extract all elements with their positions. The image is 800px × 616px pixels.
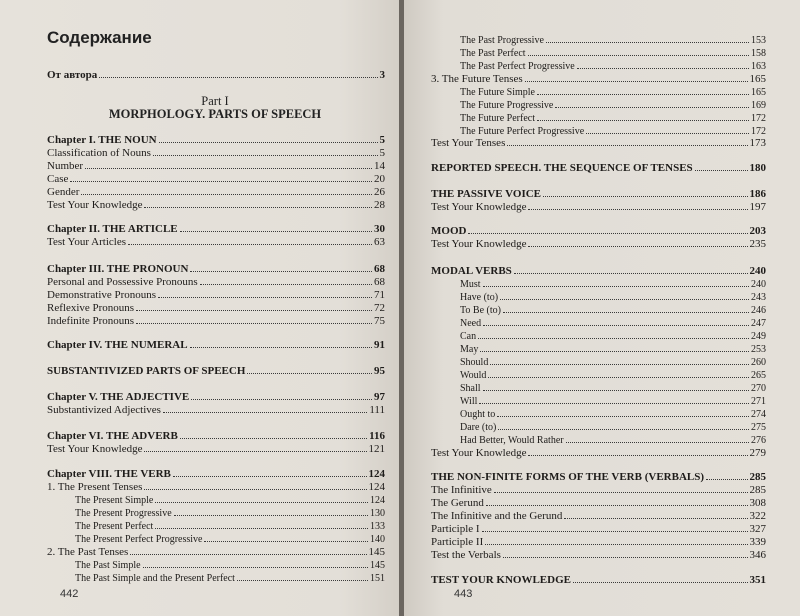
toc-entry-label: The Past Simple <box>75 560 141 571</box>
toc-entry-page-number: 153 <box>751 35 766 46</box>
toc-entry-the-past-perfect-progressive <box>460 59 766 72</box>
toc-entry-page-number: 186 <box>749 188 766 200</box>
leader-dots <box>478 329 749 339</box>
toc-entry-page-number: 121 <box>368 443 385 455</box>
toc-entry-page-number: 72 <box>374 302 385 314</box>
toc-entry-label: Gender <box>47 186 80 198</box>
toc-entry-page-number: 145 <box>370 560 385 571</box>
leader-dots <box>200 275 372 285</box>
toc-entry-label: The Future Progressive <box>460 100 554 111</box>
leader-dots <box>490 355 749 365</box>
toc-entry-page-number: 173 <box>749 137 766 149</box>
leader-dots <box>586 124 749 134</box>
toc-entry-chapter-iii-the-pronoun <box>47 262 385 275</box>
leader-dots <box>564 509 747 519</box>
toc-entry-label: The Future Simple <box>460 87 535 98</box>
toc-entry-page-number: 5 <box>379 147 385 159</box>
leader-dots <box>497 407 749 417</box>
leader-dots <box>485 535 747 545</box>
toc-entry-label: Substantivized Adjectives <box>47 404 161 416</box>
toc-entry-page-number: 260 <box>751 357 766 368</box>
leader-dots <box>136 314 372 324</box>
toc-entry-label: Test Your Articles <box>47 236 126 248</box>
toc-entry-label: Would <box>460 370 487 381</box>
toc-entry-page-number: 351 <box>749 574 766 586</box>
toc-entry-page-number: 165 <box>749 73 766 85</box>
toc-entry-page-number: 243 <box>751 292 766 303</box>
toc-entry-label: Number <box>47 160 84 172</box>
toc-entry-label: The Past Perfect Progressive <box>460 61 575 72</box>
toc-entry-demonstrative-pronouns <box>47 288 385 301</box>
toc-entry-test-your-knowledge <box>431 446 766 459</box>
toc-entry-need <box>460 316 766 329</box>
toc-entry-page-number: 165 <box>751 87 766 98</box>
toc-entry-page-number: 124 <box>370 495 385 506</box>
toc-entry-label: Reflexive Pronouns <box>47 302 135 314</box>
toc-entry-label: Test Your Knowledge <box>431 447 527 459</box>
toc-entry-label: Test Your Knowledge <box>47 199 143 211</box>
toc-entry-label: Can <box>460 331 477 342</box>
toc-entry-test-your-knowledge <box>431 237 766 250</box>
toc-entry-dare-to <box>460 420 766 433</box>
toc-entry-had-better-would-rather <box>460 433 766 446</box>
leader-dots <box>488 368 749 378</box>
toc-entry-the-gerund <box>431 496 766 509</box>
toc-entry-will <box>460 394 766 407</box>
toc-entry-page-number: 145 <box>368 546 385 558</box>
toc-entry-label: Indefinite Pronouns <box>47 315 135 327</box>
leader-dots <box>555 98 749 108</box>
toc-entry-page-number: 274 <box>751 409 766 420</box>
leader-dots <box>528 200 747 210</box>
leader-dots <box>173 467 367 477</box>
toc-entry-page-number: 71 <box>374 289 385 301</box>
toc-entry-label: Ought to <box>460 409 496 420</box>
toc-entry-label: От автора <box>47 69 98 81</box>
leader-dots <box>190 338 372 348</box>
toc-entry-case <box>47 172 385 185</box>
toc-entry-page-number: 240 <box>751 279 766 290</box>
toc-entry-page-number: 68 <box>374 276 385 288</box>
toc-entry-the-present-progressive <box>75 506 385 519</box>
toc-entry-test-your-knowledge <box>431 573 766 586</box>
leader-dots <box>163 403 367 413</box>
toc-entry-the-past-progressive <box>460 33 766 46</box>
leader-dots <box>144 198 372 208</box>
leader-dots <box>158 288 372 298</box>
leader-dots <box>480 342 749 352</box>
leader-dots <box>577 59 749 69</box>
toc-entry-page-number: 249 <box>751 331 766 342</box>
toc-entry-label: MODAL VERBS <box>431 265 512 277</box>
leader-dots <box>503 548 748 558</box>
leader-dots <box>128 235 372 245</box>
toc-entry-label: Chapter V. THE ADJECTIVE <box>47 391 190 403</box>
toc-entry-page-number: 97 <box>374 391 385 403</box>
toc-entry-gender <box>47 185 385 198</box>
toc-entry-label: Test the Verbals <box>431 549 501 561</box>
leader-dots <box>153 146 378 156</box>
toc-entry-label: Chapter VI. THE ADVERB <box>47 430 178 442</box>
leader-dots <box>566 433 749 443</box>
toc-entry-classification-of-nouns <box>47 146 385 159</box>
toc-entry-page-number: 322 <box>749 510 766 522</box>
toc-entry-page-number: 285 <box>749 484 766 496</box>
toc-entry-label: The Present Perfect <box>75 521 154 532</box>
toc-entry-the-infinitive <box>431 483 766 496</box>
toc-entry-label: SUBSTANTIVIZED PARTS OF SPEECH <box>47 365 246 377</box>
toc-entry-label: The Future Perfect Progressive <box>460 126 585 137</box>
toc-entry-the-past-simple <box>75 558 385 571</box>
toc-entry-can <box>460 329 766 342</box>
toc-entry-label: The Future Perfect <box>460 113 535 124</box>
toc-entry-label: Chapter I. THE NOUN <box>47 134 157 146</box>
leader-dots <box>130 545 366 555</box>
leader-dots <box>191 390 372 400</box>
leader-dots <box>180 222 372 232</box>
toc-entry-page-number: 5 <box>379 134 385 146</box>
toc-entry-label: Personal and Possessive Pronouns <box>47 276 198 288</box>
leader-dots <box>528 46 749 56</box>
toc-entry-label: Test Your Knowledge <box>431 201 527 213</box>
toc-entry-page-number: 275 <box>751 422 766 433</box>
toc-entry-page-number: 279 <box>749 447 766 459</box>
toc-entry-label: The Infinitive and the Gerund <box>431 510 563 522</box>
leader-dots <box>247 364 372 374</box>
toc-entry-label: Have (to) <box>460 292 499 303</box>
toc-entry-ought-to <box>460 407 766 420</box>
toc-entry-the-present-perfect <box>75 519 385 532</box>
part-title: MORPHOLOGY. PARTS OF SPEECH <box>108 107 322 121</box>
leader-dots <box>528 237 747 247</box>
toc-entry-label: Test Your Knowledge <box>431 238 527 250</box>
toc-entry-page-number: 14 <box>374 160 385 172</box>
toc-entry-page-number: 271 <box>751 396 766 407</box>
toc-entry-page-number: 28 <box>374 199 385 211</box>
toc-entry-label: Will <box>460 396 478 407</box>
leader-dots <box>695 161 748 171</box>
toc-entry-modal-verbs <box>431 264 766 277</box>
leader-dots <box>70 172 372 182</box>
page-number-left: 442 <box>60 588 79 600</box>
toc-entry-page-number: 169 <box>751 100 766 111</box>
toc-entry-label: Test Your Knowledge <box>47 443 143 455</box>
toc-entry-page-number: 163 <box>751 61 766 72</box>
leader-dots <box>99 68 377 78</box>
toc-entry-label: Demonstrative Pronouns <box>47 289 157 301</box>
toc-entry-substantivized-adjectives <box>47 403 385 416</box>
toc-entry-chapter-v-the-adjective <box>47 390 385 403</box>
toc-entry-test-the-verbals <box>431 548 766 561</box>
toc-entry-page-number: 124 <box>368 481 385 493</box>
toc-entry-label: The Past Progressive <box>460 35 544 46</box>
leader-dots <box>174 506 368 516</box>
toc-entry-label: Should <box>460 357 489 368</box>
toc-entry-page-number: 253 <box>751 344 766 355</box>
toc-entry-label: The Present Progressive <box>75 508 172 519</box>
leader-dots <box>482 522 748 532</box>
toc-entry-label: The Gerund <box>431 497 484 509</box>
toc-entry-label: Dare (to) <box>460 422 497 433</box>
toc-entry-indefinite-pronouns <box>47 314 385 327</box>
toc-entry-should <box>460 355 766 368</box>
toc-entry-must <box>460 277 766 290</box>
toc-entry-chapter-iv-the-numeral <box>47 338 385 351</box>
toc-entry-reported-speech-the-sequence-of-tenses <box>431 161 766 174</box>
toc-entry-label: Chapter IV. THE NUMERAL <box>47 339 188 351</box>
toc-entry-page-number: 346 <box>749 549 766 561</box>
toc-entry-to-be-to <box>460 303 766 316</box>
page-number-right: 443 <box>454 588 473 600</box>
toc-entry-1-the-present-tenses <box>47 480 385 493</box>
toc-entry-page-number: 158 <box>751 48 766 59</box>
toc-entry-page-number: 339 <box>749 536 766 548</box>
toc-entry-the-future-perfect <box>460 111 766 124</box>
leader-dots <box>190 262 372 272</box>
toc-entry-label: To Be (to) <box>460 305 501 316</box>
toc-entry-chapter-viii-the-verb <box>47 467 385 480</box>
toc-entry-label: Classification of Nouns <box>47 147 151 159</box>
toc-entry-label: The Present Simple <box>75 495 154 506</box>
leader-dots <box>468 224 747 234</box>
toc-entry-number <box>47 159 385 172</box>
toc-entry-participle-ii <box>431 535 766 548</box>
leader-dots <box>514 264 748 274</box>
left-page <box>0 0 399 616</box>
toc-entry-test-your-knowledge <box>47 442 385 455</box>
toc-entry-test-your-knowledge <box>431 200 766 213</box>
toc-entry-page-number: 116 <box>369 430 385 442</box>
toc-entry-page-number: 95 <box>374 365 385 377</box>
leader-dots <box>543 187 747 197</box>
toc-entry-label: Test Your Tenses <box>431 137 506 149</box>
leader-dots <box>525 72 748 82</box>
toc-entry-page-number: 285 <box>749 471 766 483</box>
toc-entry-page-number: 3 <box>379 69 385 81</box>
toc-entry-label: The Present Perfect Progressive <box>75 534 203 545</box>
toc-entry-page-number: 20 <box>374 173 385 185</box>
toc-entry-label: Chapter VIII. THE VERB <box>47 468 171 480</box>
toc-entry-may <box>460 342 766 355</box>
toc-entry-the-past-perfect <box>460 46 766 59</box>
leader-dots <box>81 185 372 195</box>
toc-entry-page-number: 172 <box>751 126 766 137</box>
toc-entry-have-to <box>460 290 766 303</box>
toc-entry-personal-and-possessive-pronouns <box>47 275 385 288</box>
toc-entry-the-future-progressive <box>460 98 766 111</box>
toc-entry-page-number: 327 <box>749 523 766 535</box>
toc-entry-page-number: 26 <box>374 186 385 198</box>
toc-entry-page-number: 235 <box>749 238 766 250</box>
toc-entry-page-number: 75 <box>374 315 385 327</box>
toc-entry-label: TEST YOUR KNOWLEDGE <box>431 574 571 586</box>
toc-entry-page-number: 240 <box>749 265 766 277</box>
toc-entry-page-number: 203 <box>749 225 766 237</box>
toc-entry-label: Case <box>47 173 69 185</box>
toc-entry-shall <box>460 381 766 394</box>
leader-dots <box>159 133 378 143</box>
leader-dots <box>479 394 749 404</box>
toc-entry-label: The Past Perfect <box>460 48 526 59</box>
leader-dots <box>155 519 368 529</box>
leader-dots <box>500 290 749 300</box>
toc-entry-page-number: 30 <box>374 223 385 235</box>
toc-entry-page-number: 197 <box>749 201 766 213</box>
toc-entry-test-your-knowledge <box>47 198 385 211</box>
leader-dots <box>180 429 367 439</box>
toc-entry-chapter-ii-the-article <box>47 222 385 235</box>
leader-dots <box>144 442 366 452</box>
toc-entry-label: The Past Simple and the Present Perfect <box>75 573 235 584</box>
toc-entry-page-number: 246 <box>751 305 766 316</box>
leader-dots <box>503 303 749 313</box>
toc-entry-page-number: 140 <box>370 534 385 545</box>
part-label: Part I <box>201 94 229 108</box>
toc-entry-page-number: 151 <box>370 573 385 584</box>
leader-dots <box>483 277 749 287</box>
toc-entry-test-your-tenses <box>431 136 766 149</box>
toc-entry-label: The Infinitive <box>431 484 492 496</box>
toc-entry-page-number: 270 <box>751 383 766 394</box>
toc-entry-label: Chapter III. THE PRONOUN <box>47 263 189 275</box>
toc-entry-label: Had Better, Would Rather <box>460 435 564 446</box>
leader-dots <box>507 136 747 146</box>
contents-heading: Содержание <box>47 28 152 47</box>
toc-entry-reflexive-pronouns <box>47 301 385 314</box>
toc-entry-label: THE NON-FINITE FORMS OF THE VERB (VERBALS) <box>431 471 705 483</box>
toc-entry-page-number: 111 <box>369 404 385 416</box>
toc-entry-label: Chapter II. THE ARTICLE <box>47 223 178 235</box>
leader-dots <box>155 493 368 503</box>
toc-entry-page-number: 308 <box>749 497 766 509</box>
toc-entry-the-present-perfect-progressive <box>75 532 385 545</box>
leader-dots <box>483 316 749 326</box>
toc-entry-chapter-i-the-noun <box>47 133 385 146</box>
toc-entry-would <box>460 368 766 381</box>
toc-entry-от-автора <box>47 68 385 81</box>
toc-entry-the-passive-voice <box>431 187 766 200</box>
toc-entry-the-non-finite-forms-of-the-verb-verbals <box>431 470 766 483</box>
leader-dots <box>573 573 748 583</box>
toc-entry-the-infinitive-and-the-gerund <box>431 509 766 522</box>
toc-entry-page-number: 133 <box>370 521 385 532</box>
leader-dots <box>546 33 749 43</box>
leader-dots <box>486 496 748 506</box>
toc-entry-label: THE PASSIVE VOICE <box>431 188 542 200</box>
toc-entry-page-number: 63 <box>374 236 385 248</box>
toc-entry-3-the-future-tenses <box>431 72 766 85</box>
toc-entry-page-number: 180 <box>749 162 766 174</box>
leader-dots <box>537 85 749 95</box>
toc-entry-label: Participle I <box>431 523 480 535</box>
toc-entry-chapter-vi-the-adverb <box>47 429 385 442</box>
leader-dots <box>237 571 368 581</box>
toc-entry-page-number: 247 <box>751 318 766 329</box>
leader-dots <box>706 470 747 480</box>
toc-entry-label: MOOD <box>431 225 467 237</box>
toc-entry-substantivized-parts-of-speech <box>47 364 385 377</box>
toc-entry-test-your-articles <box>47 235 385 248</box>
toc-entry-label: May <box>460 344 479 355</box>
leader-dots <box>204 532 368 542</box>
toc-entry-page-number: 265 <box>751 370 766 381</box>
leader-dots <box>85 159 372 169</box>
leader-dots <box>494 483 748 493</box>
toc-entry-the-future-simple <box>460 85 766 98</box>
leader-dots <box>498 420 749 430</box>
toc-entry-label: Participle II <box>431 536 484 548</box>
leader-dots <box>483 381 749 391</box>
toc-entry-label: Must <box>460 279 481 290</box>
toc-entry-label: Shall <box>460 383 481 394</box>
leader-dots <box>528 446 747 456</box>
toc-entry-page-number: 124 <box>368 468 385 480</box>
toc-entry-label: REPORTED SPEECH. THE SEQUENCE OF TENSES <box>431 162 693 174</box>
toc-entry-page-number: 91 <box>374 339 385 351</box>
toc-entry-participle-i <box>431 522 766 535</box>
toc-entry-the-present-simple <box>75 493 385 506</box>
toc-entry-the-past-simple-and-the-present-perfect <box>75 571 385 584</box>
toc-entry-label: Need <box>460 318 482 329</box>
toc-entry-page-number: 172 <box>751 113 766 124</box>
toc-entry-label: 3. The Future Tenses <box>431 73 523 85</box>
right-page <box>404 0 800 616</box>
toc-entry-label: 2. The Past Tenses <box>47 546 129 558</box>
toc-entry-mood <box>431 224 766 237</box>
toc-entry-page-number: 68 <box>374 263 385 275</box>
leader-dots <box>537 111 749 121</box>
toc-entry-page-number: 276 <box>751 435 766 446</box>
leader-dots <box>144 480 366 490</box>
leader-dots <box>136 301 372 311</box>
toc-entry-2-the-past-tenses <box>47 545 385 558</box>
toc-entry-label: 1. The Present Tenses <box>47 481 143 493</box>
leader-dots <box>143 558 368 568</box>
toc-entry-page-number: 130 <box>370 508 385 519</box>
